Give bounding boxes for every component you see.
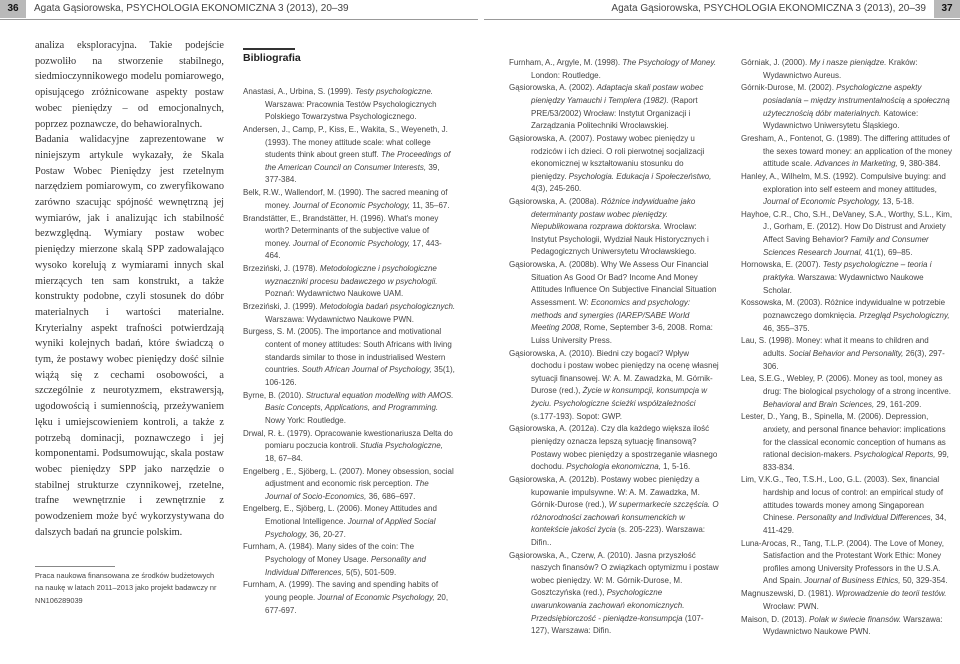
reference-entry [509,348,719,424]
reference-text: Gąsiorowska, A. (2012b). Postawy wobec pieniędzy a kupowanie impulsywne. W: A. M. Zawadzka, M. Górnik-Durose (red.), [509,474,700,510]
reference-title: Journal of Economic Psychology, [292,238,411,248]
reference-text: Kraków: Wydawnictwo Aureus. [763,58,918,80]
right-page-header [611,0,960,18]
reference-title: Journal of Economic Psychology, [292,200,411,210]
reference-text: Gąsiorowska, A. (2008a). [509,197,602,207]
right-running-title: Agata Gąsiorowska, PSYCHOLOGIA EKONOMICZNA 3 (2013), 20–39 [611,3,926,14]
reference-title: Różnice indywidualne jako determinanty postaw wobec pieniędzy. Niepublikowana rozprawa doktorska. [531,197,696,232]
reference-text: 99, 833-834. [763,450,949,472]
reference-text: Warszawa: Pracownia Testów Psychologicznych Polskiego Towarzystwa Psychologicznego. [265,99,437,122]
reference-text: Gąsiorowska, A., Czerw, A. (2010). Jasna przyszłość naszych finansów? O związkach optymizmu i postaw wobec pieniędzy. W: M. Górnik-Durose, M. Gosztczyńska (red.), [509,550,719,598]
reference-text: 36, 20-27. [307,529,346,539]
reference-text: (Raport PRE/53/2002) Wrocław: Instytut Organizacji i Zarządzania Politechniki Wrocławskiej. [531,95,698,131]
left-page-header [0,0,349,18]
reference-text: 29, 161-209. [874,399,922,409]
reference-title: Testy psychologiczne. [355,87,434,96]
reference-entry [243,326,456,389]
reference-text: 4(3), 245-260. [531,184,582,194]
reference-text: Luna-Arocas, R., Tang, T.L.P. (2004). The Love of Money, Satisfaction and the Protestant Work Ethic: Money profiles among University Professors in the U.S.A. And Spain. [741,538,944,586]
reference-entry [243,124,456,187]
reference-entry [509,133,719,196]
reference-entry [243,390,456,428]
reference-title: Przegląd Psychologiczny, [859,311,950,320]
reference-text: 5(5), 501-509. [343,567,397,577]
footnote-rule [35,566,115,567]
reference-title: The Proceedings of the American Council on Consumer Interests, [265,150,451,172]
reference-title: Metodologia badań psychologicznych. [319,302,456,312]
body-paragraph: Badania walidacyjne zaprezentowane w niniejszym artykule wykazały, że Skala Postaw Wobec Pieniędzy jest rzetelnym narzędziem pomiarowym, co zweryfikowano zarówno szacując spójność wewnętrzną jej wymiarów, jak i analizując ich stabilność bezwzględną. Wymiary postaw wobec pieniędzy mierzone skalą SPP zadowalająco wysoko korelują z wymiarami innych skal mierzących ten sam konstrukt, a także konstrukty podobne, czyli stosunek do dóbr materialnych i wartości materialne. Kryterialny aspekt trafności potwierdzają wyniki kolejnych badań, które świadczą o tym, że postawy wobec pieniędzy dość silnie wiążą się z cechami osobowości, a szczególnie z neurotyzmem, ekstrawersją, ugodowością i sumiennością, przeżywaniem lęku i umiejscowieniem kontroli, a także z potrzebą dominacji, poznawczego i jej komponentami. Podsumowując, skala postaw wobec pieniędzy SPP jako narzędzie o stabilnej strukturze czynnikowej, rzetelne, trafne wewnętrznie i zewnętrznie z powodzeniem może być wykorzystywana do dalszych badań na gruncie polskim. [35,134,224,538]
reference-text: 1, 5-16. [660,462,691,472]
reference-text: Gąsiorowska, A. (2007). Postawy wobec pieniędzy u rodziców i ich dzieci. O roli pierwotnej socjalizacji ekonomicznej w kształtowaniu stosunku do pieniędzy. [509,133,705,181]
reference-title: Personality and Individual Differences, [265,555,426,577]
reference-text: Anastasi, A., Urbina, S. (1999). [243,87,356,96]
reference-title: Psychologiczne aspekty posiadania – między instrumentalnością a społeczną użytecznością dóbr materialnych. [763,83,950,118]
reference-text: Wrocław: Instytut Psychologii, Wydział Nauk Historycznych i Pedagogicznych Uniwersytetu Wrocławskiego. [531,222,709,257]
reference-text: Katowice: Wydawnictwo Uniwersytetu Śląskiego. [763,108,919,131]
reference-entry [741,411,954,474]
reference-text: Gąsiorowska, A. (2008b). Why We Assess Our Financial Situation As Good Or Bad? Income And Money Attitudes Influence On Subjective Financial Situation Assessment. W: [509,260,717,308]
reference-text: Hayhoe, C.R., Cho, S.H., DeVaney, S.A., Worthy, S.L., Kim, J., Gorham, E. (2012). How Do Distrust and Anxiety Affect Saving Behavior? [741,209,953,245]
reference-title: Życie w konsumpcji, konsumpcja w życiu. Psychologiczne ścieżki współzależności [531,386,708,408]
reference-entry [741,259,954,297]
left-header-rule [0,19,478,20]
reference-text: Drwal, R. Ł. (1979). Opracowanie kwestionariusza Delta do pomiaru poczucia kontroli. [243,428,453,451]
reference-title: Psychologia. Edukacja i Społeczeństwo, [568,171,712,181]
body-paragraph: analiza eksploracyjna. Takie podejście pozwoliło na stworzenie stabilnego, siedmioczynnikowego modelu pomiarowego, opisującego zróżnicowane aspekty postaw wobec pieniędzy – od emocjonalnych, poprzez poznawcze, do behawioralnych. [35,40,224,130]
reference-text: Furnham, A. (1999). The saving and spending habits of young people. [243,580,439,602]
reference-text: Gąsiorowska, A. (2012a). Czy dla każdego większa ilość pieniędzy oznacza lepszą sytuację finansową? Postawy wobec pieniędzy a spostrzeganie własnego dochodu. [509,424,718,472]
reference-title: Adaptacja skali postaw wobec pieniędzy Yamauchi i Templera (1982). [531,83,704,105]
reference-text: Lea, S.E.G., Webley, P. (2006). Money as tool, money as drug: The biological psychology of a strong incentive. [741,374,951,396]
reference-text: (107-127), Warszawa: Difin. [531,613,704,636]
reference-title: Economics and psychology: methods and synergies (IAREP/SABE World Meeting 2008, [531,298,691,333]
reference-text: Górnik-Durose, M. (2002). [741,83,837,93]
reference-text: 35(1), 106-126. [265,365,455,387]
reference-entry [243,213,456,263]
reference-text: (s.177-193). Sopot: GWP. [531,411,623,421]
reference-title: The Journal of Socio-Economics, [265,479,429,501]
reference-text: Brandstätter, E., Brandstätter, H. (1996). What's money worth? Determinants of the subjective value of money. [243,213,439,248]
reference-text: 9, 380-384. [897,159,941,169]
left-page-number: 36 [0,0,26,18]
reference-text: Gresham, A., Fontenot, G. (1989). The differing attitudes of the sexes toward money: an application of the money attitude scale. [741,133,952,169]
reference-text: 41(1), 69–85. [862,247,913,257]
reference-text: 39, 377-384. [265,162,440,185]
reference-entry [243,263,456,301]
reference-title: My i nasze pieniądze. [809,58,887,67]
reference-title: Studia Psychologiczne, [360,441,443,451]
reference-text: Engelberg, E., Sjöberg, L. (2006). Money Attitudes and Emotional Intelligence. [243,504,437,527]
reference-title: Psychologia ekonomiczna, [566,462,661,472]
reference-text: (s. 205-223). Warszawa: Difin.. [531,525,705,547]
reference-text: Lester, D., Yang, B., Spinella, M. (2006). Depression, anxiety, and personal finance behavior: implications for the classical economic conception of humans as rational decision-makers. [741,412,946,460]
reference-title: Polak w świecie finansów. [809,614,902,624]
reference-title: W supermarkecie szczęścia. O różnorodności zachowań konsumenckich w kontekście jakości życia [531,500,719,535]
reference-text: Brzeziński, J. (1999). [243,302,320,312]
reference-text: 13, 5-18. [880,197,915,207]
reference-entry [741,474,954,537]
reference-entry [509,423,719,473]
reference-entry [509,474,719,550]
reference-text: Andersen, J., Camp, P., Kiss, E., Wakita, S., Weyeneth, J. (1993). The money attitude scale: what college students think about green stuff. [243,124,448,160]
reference-entry [243,187,456,212]
right-page-number: 37 [934,0,960,18]
reference-text: Nowy York: Routledge. [265,415,346,425]
bibliography-heading: Bibliografia [243,52,301,64]
reference-title: Behavioral and Brain Sciences, [763,399,875,409]
reference-entry [509,57,719,82]
reference-text: Kossowska, M. (2003). Różnice indywidualne w potrzebie poznawczego domknięcia. [741,298,946,320]
reference-entry [243,466,456,504]
reference-title: The Psychology of Money. [622,58,717,67]
reference-entry [741,209,954,259]
reference-title: Advances in Marketing, [814,159,898,169]
reference-text: Wrocław: PWN. [763,601,819,611]
reference-entry [741,614,954,639]
reference-text: Warszawa: Wydawnictwo Naukowe PWN. [763,614,943,637]
reference-text: Maison, D. (2013). [741,614,810,624]
reference-title: Journal of Economic Psychology, [317,593,435,602]
reference-title: Family and Consumer Sciences Research Journal, [763,235,929,257]
reference-entry [509,259,719,347]
reference-entry [741,335,954,373]
reference-title: Testy psychologiczne – teoria i praktyka. [763,260,932,283]
body-text-column [35,38,224,541]
reference-text: Byrne, B. (2010). [243,390,306,400]
reference-title: South African Journal of Psychology, [301,365,432,375]
reference-title: Psychologiczne uwarunkowania zachowań ekonomicznych. Przedsiębiorczość - pieniądze-konsumpcja [531,588,685,623]
reference-text: Hornowska, E. (2007). [741,260,823,270]
reference-text: Hanley, A., Wilhelm, M.S. (1992). Compulsive buying: and exploration into self esteem and money attitudes, [741,171,946,194]
reference-text: 50, 329-354. [900,576,948,586]
reference-text: 34, 411-429. [763,513,947,535]
reference-entry [741,538,954,588]
reference-text: Magnuszewski, D. (1981). [741,589,836,599]
reference-text: Furnham, A. (1984). Many sides of the coin: The Psychology of Money Usage. [243,542,415,565]
reference-entry [243,428,456,466]
reference-title: Psychological Reports, [854,450,936,460]
reference-column-1 [243,86,456,617]
reference-column-2 [509,57,719,638]
reference-entry [741,171,954,209]
reference-text: Furnham, A., Argyle, M. (1998). [509,58,623,67]
reference-entry [243,301,456,326]
reference-entry [509,550,719,638]
reference-text: Burgess, S. M. (2005). The importance and motivational content of money attitudes: South Africans with living standards similar to those in industrialised Western countries. [243,327,452,375]
reference-title: Structural equation modelling with AMOS. Basic Concepts, Applications, and Programming. [265,390,454,413]
reference-title: Journal of Economic Psychology, [763,197,881,207]
funding-footnote: Praca naukowa finansowana ze środków budżetowych na naukę w latach 2011–2013 jako projekt badawczy nr NN106289039 [35,571,217,605]
reference-text: Brzeziński, J. (1978). [243,264,320,274]
reference-text: 17, 443-464. [265,238,442,261]
reference-entry [741,373,954,411]
reference-title: Journal of Business Ethics, [804,576,901,586]
reference-title: Journal of Applied Social Psychology, [265,517,436,539]
reference-entry [509,82,719,132]
reference-text: Górniak, J. (2000). [741,58,810,67]
reference-text: Gąsiorowska, A. (2002). [509,83,597,93]
reference-entry [741,297,954,335]
reference-title: Personality and Individual Differences, [796,513,933,523]
reference-text: Poznań: Wydawnictwo Naukowe UAM. [265,289,404,299]
reference-text: 26(3), 297-306. [763,348,945,371]
reference-entry [243,579,456,617]
reference-text: Lau, S. (1998). Money: what it means to children and adults. [741,336,929,358]
bibliography-rule [243,48,295,50]
reference-text: Warszawa: Wydawnictwo Naukowe PWN. [265,314,415,324]
reference-column-3 [741,57,954,639]
reference-title: Social Behavior and Personality, [788,348,904,358]
reference-title: Wprowadzenie do teorii testów. [835,589,947,599]
reference-entry [741,588,954,613]
reference-text: Rome, September 3-6, 2008. Roma: Luiss University Press. [531,323,713,345]
reference-entry [741,133,954,171]
reference-text: Gąsiorowska, A. (2010). Biedni czy bogaci? Wpływ dochodu i postaw wobec pieniędzy na ocenę własnej sytuacji finansowej. W: A. M. Zawadzka, M. Górnik-Durose (red.), [509,348,719,396]
reference-title: Metodologiczne i psychologiczne wyznaczniki procesu badawczego w psychologii. [265,264,438,286]
reference-text: Warszawa: Wydawnictwo Naukowe Scholar. [763,273,924,295]
reference-text: 46, 355–375. [763,323,810,333]
reference-text: Engelberg , E., Sjöberg, L. (2007). Money obsession, social adjustment and economic risk perception. [243,466,454,489]
reference-entry [243,86,456,124]
left-running-title: Agata Gąsiorowska, PSYCHOLOGIA EKONOMICZNA 3 (2013), 20–39 [34,3,349,14]
reference-text: 20, 677-697. [265,593,449,615]
reference-text: 18, 67–84. [265,453,303,463]
reference-entry [509,196,719,259]
reference-text: Lim, V.K.G., Teo, T.S.H., Loo, G.L. (2003). Sex, financial hardship and locus of control: an empirical study of attitudes towards money among Singaporean Chinese. [741,475,944,523]
reference-entry [741,82,954,132]
reference-text: 36, 686–697. [366,491,416,501]
reference-entry [741,57,954,82]
reference-entry [243,503,456,541]
reference-text: Belk, R.W., Wallendorf, M. (1990). The sacred meaning of money. [243,188,448,210]
right-header-rule [484,19,960,20]
reference-entry [243,541,456,579]
reference-text: 11, 35–67. [410,200,450,210]
reference-text: London: Routledge. [531,70,601,80]
